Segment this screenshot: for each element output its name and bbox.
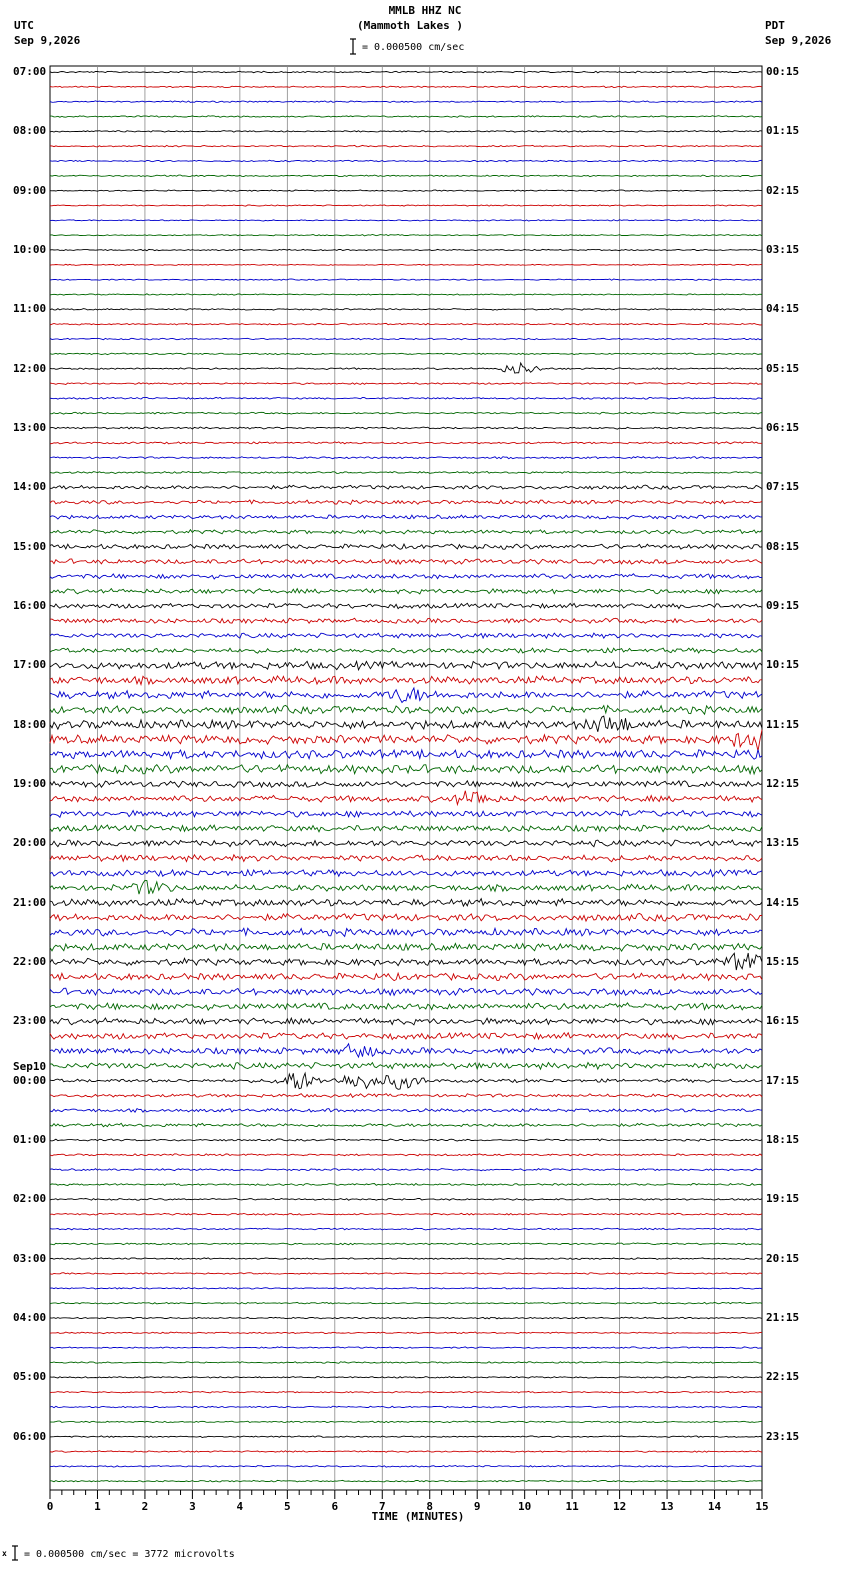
- right-hour-label: 10:15: [766, 658, 800, 672]
- seismic-trace: [50, 1258, 762, 1260]
- x-tick-label: 8: [426, 1500, 434, 1513]
- x-tick-label: 14: [707, 1500, 722, 1513]
- seismic-trace: [50, 840, 762, 847]
- left-hour-label: 04:00: [13, 1311, 47, 1324]
- seismic-trace: [50, 205, 762, 206]
- right-hour-label: 23:15: [766, 1429, 800, 1443]
- seismic-trace: [50, 264, 762, 265]
- right-hour-label: 08:15: [766, 539, 800, 553]
- seismic-trace: [50, 1139, 762, 1141]
- trace-group: [50, 71, 762, 1482]
- seismic-trace: [50, 1154, 762, 1156]
- right-hour-label: 18:15: [766, 1133, 800, 1146]
- seismic-trace: [50, 730, 762, 751]
- seismic-trace: [50, 175, 762, 177]
- seismic-trace: [50, 338, 762, 340]
- left-hour-label: 13:00: [13, 421, 47, 434]
- left-hour-label: 09:00: [13, 183, 47, 197]
- left-hour-label: 01:00: [13, 1133, 47, 1146]
- x-tick-label: 7: [378, 1500, 386, 1513]
- x-tick-label: 3: [189, 1500, 196, 1513]
- seismic-trace: [50, 1169, 762, 1171]
- left-hour-label: 17:00: [13, 658, 47, 672]
- right-hour-label: 17:15: [766, 1073, 800, 1087]
- right-hour-label: 19:15: [766, 1192, 800, 1206]
- seismic-trace: [50, 899, 762, 907]
- scale-text: = 0.000500 cm/sec: [362, 42, 465, 53]
- left-timezone: UTC: [14, 19, 34, 32]
- seismic-trace: [50, 574, 762, 579]
- seismic-trace: [50, 1123, 762, 1126]
- seismic-trace: [50, 145, 762, 147]
- x-tick-label: 15: [755, 1500, 769, 1513]
- left-hour-label: 02:00: [13, 1192, 47, 1206]
- left-date: Sep 9,2026: [14, 34, 81, 47]
- left-hour-label: 21:00: [13, 895, 47, 909]
- seismic-trace: [50, 811, 762, 818]
- right-hour-label: 21:15: [766, 1311, 800, 1324]
- left-hour-label: 05:00: [13, 1370, 47, 1384]
- x-tick-label: 10: [518, 1500, 532, 1513]
- seismic-trace: [50, 1063, 762, 1070]
- left-hour-label: 22:00: [13, 955, 47, 968]
- seismic-trace: [50, 913, 762, 921]
- seismic-trace: [50, 1451, 762, 1453]
- seismic-trace: [50, 279, 762, 280]
- seismic-trace: [50, 397, 762, 399]
- seismic-trace: [50, 1073, 762, 1089]
- seismic-trace: [50, 235, 762, 236]
- footer-scale-prefix: x: [2, 1549, 7, 1558]
- seismic-trace: [50, 705, 762, 714]
- seismic-trace: [50, 716, 762, 732]
- seismic-trace: [50, 765, 762, 774]
- seismic-trace: [50, 1213, 762, 1215]
- seismic-trace: [50, 633, 762, 638]
- seismic-trace: [50, 131, 762, 133]
- seismic-trace: [50, 530, 762, 534]
- seismic-trace: [50, 688, 762, 703]
- seismic-trace: [50, 442, 762, 444]
- seismic-trace: [50, 855, 762, 862]
- seismic-trace: [50, 791, 762, 805]
- right-hour-label: 14:15: [766, 895, 800, 909]
- seismic-trace: [50, 618, 762, 623]
- left-hour-label: 06:00: [13, 1429, 47, 1443]
- seismic-trace: [50, 1466, 762, 1468]
- right-hour-label: 00:15: [766, 65, 800, 78]
- seismic-trace: [50, 1436, 762, 1438]
- x-tick-label: 0: [46, 1500, 54, 1513]
- x-tick-label: 13: [660, 1500, 674, 1513]
- seismic-trace: [50, 71, 762, 73]
- right-hour-label: 02:15: [766, 183, 800, 197]
- seismic-trace: [50, 928, 762, 936]
- seismic-trace: [50, 544, 762, 549]
- seismic-trace: [50, 1018, 762, 1025]
- seismic-trace: [50, 86, 762, 88]
- left-hour-label: 18:00: [13, 717, 47, 731]
- seismic-trace: [50, 1273, 762, 1275]
- seismic-trace: [50, 1302, 762, 1304]
- right-hour-label: 13:15: [766, 836, 800, 850]
- seismic-trace: [50, 880, 762, 894]
- seismic-trace: [50, 661, 762, 670]
- x-tick-label: 6: [331, 1500, 339, 1513]
- left-hour-label: 16:00: [13, 599, 47, 612]
- seismic-trace: [50, 249, 762, 250]
- right-hour-label: 22:15: [766, 1370, 800, 1384]
- seismic-trace: [50, 190, 762, 191]
- seismic-trace: [50, 988, 762, 995]
- x-tick-label: 11: [565, 1500, 579, 1513]
- right-hour-label: 05:15: [766, 361, 800, 375]
- seismic-trace: [50, 825, 762, 832]
- right-hour-label: 01:15: [766, 124, 800, 138]
- left-hour-label: 10:00: [13, 243, 47, 256]
- right-hour-label: 06:15: [766, 421, 800, 434]
- right-date: Sep 9,2026: [765, 34, 832, 47]
- seismic-trace: [50, 323, 762, 325]
- right-hour-label: 07:15: [766, 480, 800, 494]
- right-hour-label: 09:15: [766, 599, 800, 612]
- seismic-trace: [50, 781, 762, 788]
- x-axis-label: TIME (MINUTES): [371, 1510, 465, 1523]
- x-tick-label: 12: [612, 1500, 627, 1513]
- right-hour-label: 11:15: [766, 717, 800, 731]
- seismic-trace: [50, 1377, 762, 1379]
- seismic-trace: [50, 870, 762, 877]
- seismic-trace: [50, 363, 762, 373]
- seismic-trace: [50, 559, 762, 564]
- footer-scale-bar-icon: [12, 1546, 18, 1560]
- seismic-trace: [50, 220, 762, 221]
- left-hour-label: 14:00: [13, 480, 47, 494]
- seismic-trace: [50, 973, 762, 980]
- right-hour-label: 16:15: [766, 1014, 800, 1028]
- x-tick-label: 1: [94, 1500, 101, 1513]
- seismic-trace: [50, 116, 762, 118]
- seismic-trace: [50, 294, 762, 295]
- seismic-trace: [50, 1288, 762, 1290]
- seismic-trace: [50, 383, 762, 385]
- right-hour-label: 12:15: [766, 777, 800, 790]
- seismic-trace: [50, 1199, 762, 1201]
- station-title: MMLB HHZ NC: [388, 4, 462, 17]
- seismic-trace: [50, 427, 762, 429]
- seismic-trace: [50, 1109, 762, 1113]
- seismic-trace: [50, 1347, 762, 1349]
- seismic-trace: [50, 953, 762, 970]
- seismic-trace: [50, 457, 762, 459]
- seismic-trace: [50, 1332, 762, 1334]
- x-tick-label: 2: [141, 1500, 149, 1513]
- seismic-trace: [50, 515, 762, 519]
- date-change-label: Sep10: [13, 1059, 47, 1073]
- left-hour-label: 20:00: [13, 836, 47, 850]
- right-timezone: PDT: [765, 19, 785, 32]
- footer-scale-note: = 0.000500 cm/sec = 3772 microvolts: [24, 1549, 235, 1560]
- seismic-trace: [50, 1421, 762, 1423]
- seismic-trace: [50, 353, 762, 355]
- right-hour-label: 15:15: [766, 955, 800, 968]
- seismic-trace: [50, 1406, 762, 1408]
- left-hour-label: 03:00: [13, 1251, 47, 1265]
- seismic-trace: [50, 1480, 762, 1482]
- seismic-trace: [50, 101, 762, 103]
- left-hour-label: 12:00: [13, 361, 47, 375]
- seismic-trace: [50, 944, 762, 952]
- left-hour-label: 00:00: [13, 1073, 47, 1087]
- seismic-trace: [50, 1362, 762, 1364]
- seismic-trace: [50, 589, 762, 594]
- seismic-trace: [50, 648, 762, 653]
- right-hour-label: 03:15: [766, 243, 800, 256]
- seismic-trace: [50, 471, 762, 473]
- seismic-trace: [50, 750, 762, 760]
- station-location: (Mammoth Lakes ): [357, 19, 463, 32]
- left-hour-label: 07:00: [13, 65, 47, 78]
- left-hour-label: 23:00: [13, 1014, 47, 1028]
- seismic-trace: [50, 1317, 762, 1319]
- seismic-trace: [50, 485, 762, 489]
- seismic-trace: [50, 1243, 762, 1245]
- seismic-trace: [50, 1391, 762, 1393]
- seismic-trace: [50, 500, 762, 504]
- left-hour-label: 11:00: [13, 302, 47, 316]
- right-hour-label: 04:15: [766, 302, 800, 316]
- x-tick-label: 4: [236, 1500, 244, 1513]
- left-hour-label: 08:00: [13, 124, 47, 138]
- left-hour-label: 15:00: [13, 539, 47, 553]
- left-hour-label: 19:00: [13, 777, 47, 790]
- seismic-trace: [50, 676, 762, 685]
- seismic-trace: [50, 412, 762, 414]
- seismic-trace: [50, 160, 762, 162]
- seismic-trace: [50, 1033, 762, 1040]
- seismic-trace: [50, 1228, 762, 1230]
- x-tick-label: 5: [284, 1500, 291, 1513]
- seismic-trace: [50, 1184, 762, 1186]
- seismic-trace: [50, 603, 762, 608]
- seismic-trace: [50, 1003, 762, 1010]
- seismic-trace: [50, 1094, 762, 1098]
- seismic-trace: [50, 1044, 762, 1057]
- right-hour-label: 20:15: [766, 1251, 800, 1265]
- x-tick-label: 9: [473, 1500, 481, 1513]
- scale-bar-icon: [350, 39, 356, 54]
- seismic-trace: [50, 309, 762, 311]
